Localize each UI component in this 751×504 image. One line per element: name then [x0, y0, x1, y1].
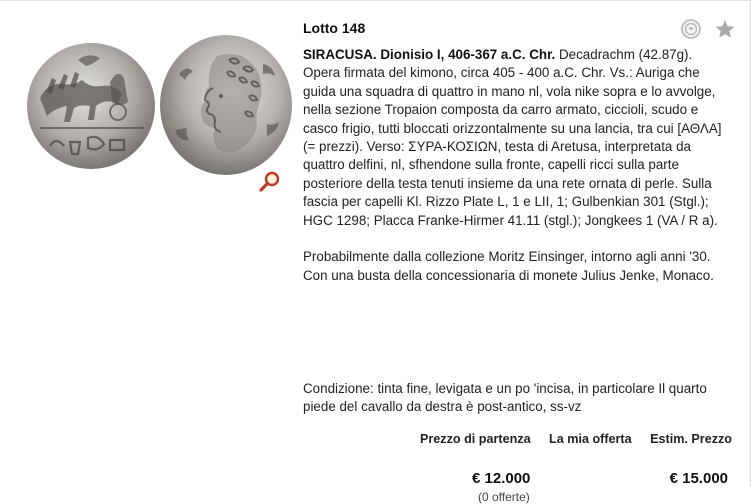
coin-images — [22, 32, 290, 202]
lot-description — [303, 46, 733, 304]
price-table — [420, 432, 732, 504]
coin-obverse-image[interactable] — [26, 42, 156, 170]
estimate-label: Estim. Prezzo — [650, 432, 732, 446]
offers-count: (0 offerte) — [478, 490, 530, 504]
start-price-label: Prezzo di partenza — [420, 432, 531, 446]
description-paragraph — [303, 46, 733, 230]
provenance-paragraph: Probabilmente dalla collezione Moritz Einsinger, intorno agli anni '30. Con una busta della concessionaria di monete Julius Jenke, Monaco. — [303, 249, 714, 283]
magnifier-icon[interactable] — [258, 170, 282, 194]
coin-reverse-image[interactable] — [159, 34, 293, 176]
star-icon[interactable] — [714, 18, 736, 40]
lot-actions — [680, 18, 736, 40]
lot-heading: SIRACUSA. Dionisio I, 406-367 a.C. Chr. — [303, 47, 556, 62]
coin-watch-icon[interactable] — [680, 18, 702, 40]
price-values — [420, 446, 732, 504]
description-text: Decadrachm (42.87g). Opera firmata del kimono, circa 405 - 400 a.C. Chr. Vs.: Auriga che guida una squadra di quattro in mano nl, vola nike sopra e lo avvolge, nella sezione Tropaion composta da carro armato, ciccioli, scudo e casco frigio, tutti bloccati orizzontalmente su una lancia, tra cui [ΑΘΛΑ] (= prezzi). Verso: ΣΥΡΑ-ΚΟΣΙΩΝ, testa di Aretusa, interpretata da quattro delfini, nl, sfhendone sulla fronte, capelli ricci sulla parte posteriore della testa tenuti insieme da una rete ornata di perle. Sulla fascia per capelli Kl. Rizzo Plate L, 1 e LII, 1; Gulbenkian 301 (Stgl.); HGC 1298; Placca Franke-Hirmer 41.11 (stgl.); Jongkees 1 (VA / R a). — [303, 47, 722, 228]
my-offer-label: La mia offerta — [549, 432, 632, 446]
lot-title: Lotto 148 — [303, 20, 366, 36]
start-price-value: € 12.000 — [472, 470, 531, 487]
estimate-value: € 15.000 — [669, 470, 728, 487]
price-headers — [420, 432, 732, 446]
condition-text: Condizione: tinta fine, levigata e un po 'incisa, in particolare Il quarto piede del cavallo da destra è post-antico, ss-vz — [303, 381, 707, 415]
top-divider — [0, 0, 751, 1]
